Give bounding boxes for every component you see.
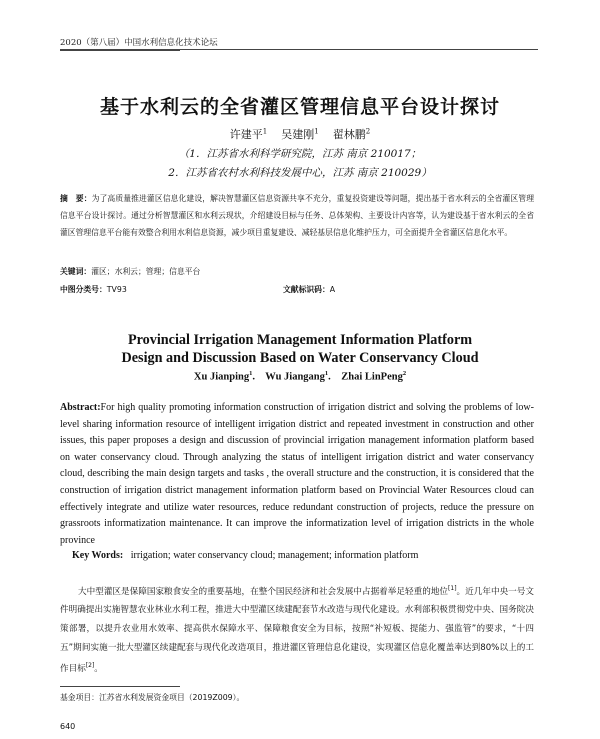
footnote-rule [60, 686, 180, 687]
affiliation-cn-2: 2．江苏省农村水利科技发展中心，江苏 南京 210029） [168, 167, 432, 179]
doc-code-value: A [329, 285, 336, 294]
document-code [283, 284, 335, 295]
author-cn-2: 吴建刚 [281, 128, 315, 141]
footnote-funding: 基金项目：江苏省水利发展资金项目（2019Z009）。 [60, 693, 245, 702]
authors-cn [0, 126, 600, 142]
affiliation-cn-1: （1．江苏省水利科学研究院，江苏 南京 210017； [178, 148, 422, 160]
page-number: 640 [60, 722, 76, 731]
abstract-cn [60, 190, 534, 241]
author-en-3-sup: 2 [402, 370, 407, 377]
title-en-line2: Design and Discussion Based on Water Conservancy Cloud [121, 350, 479, 366]
keywords-en [72, 550, 418, 561]
header-rule [60, 49, 538, 50]
title-cn: 基于水利云的全省灌区管理信息平台设计探讨 [99, 96, 500, 118]
classification-value: TV93 [106, 285, 127, 294]
body-text-part1: 大中型灌区是保障国家粮食安全的重要基地，在整个国民经济和社会发展中占据着举足轻重的地位 [78, 586, 449, 597]
running-header: 2020（第八届）中国水利信息化技术论坛 [60, 38, 218, 48]
abstract-cn-text: 为了高质量推进灌区信息化建设，解决智慧灌区信息资源共享不充分，重复投资建设等问题，提出基于省水利云的全省灌区管理信息平台设计探讨。通过分析智慧灌区和水利云现状，介绍建设目标与任务、总体架构、主要设计内容等，认为建设基于省水利云的全省灌区管理信息平台能有效整合利用水利信息资源，减少项目重复建设、减轻基层信息化维护压力，可全面提升全省灌区信息化水平。 [60, 194, 534, 237]
author-en-1: Xu Jianping [193, 371, 250, 383]
abstract-en-text: For high quality promoting information construction of irrigation district and solving the problems of low-level sharing information resource of intelligent irrigation district and repeated investment in construction and other issues, this paper proposes a design and discussion of provincial irrigation management information platform based on water conservancy cloud. Through analyzing the status of intelligent irrigation district and water conservancy cloud, describing the main design targets and tasks , the overall structure and the construction, it is considered that the construction of irrigation district management information platform based on Provincial Water Resources cloud can effectively integrate and utilize water resources, reduce redundant construction of projects, reduce the pressure on grassroots informatization maintenance. It can improve the informatization level of irrigation districts in the whole province [60, 402, 534, 546]
abstract-cn-label: 摘 要： [60, 194, 92, 203]
author-cn-3: 翟林鹏 [332, 128, 366, 141]
author-cn-1: 许建平 [229, 128, 263, 141]
keywords-cn-text: 灌区；水利云；管理；信息平台 [91, 267, 201, 276]
author-cn-1-sup: 1 [262, 127, 268, 136]
author-cn-3-sup: 2 [365, 127, 371, 136]
author-en-1-sup: 1 [249, 370, 253, 377]
classification-label: 中图分类号： [60, 285, 107, 294]
abstract-en [60, 400, 534, 549]
citation-ref-1: [1] [448, 585, 457, 592]
keywords-cn-label: 关键词： [60, 267, 92, 276]
doc-code-label: 文献标识码： [283, 285, 330, 294]
body-text-part2: 。近几年中央一号文件明确提出实施智慧农业林业水利工程，推进大中型灌区续建配套节水改造与现代化建设。水利部积极贯彻党中央、国务院决策部署，以提升农业用水效率、提高供水保障水平、保障粮食安全为目标，按照“补短板、提能力、强监管”的要求，“十四五”期间实施一批大型灌区续建配套与现代化改造项目，推进灌区管理信息化建设，实现灌区信息化覆盖率达到80%以上的工作目标 [60, 586, 534, 675]
citation-ref-2: [2] [85, 662, 95, 670]
body-text-part3: 。 [94, 664, 103, 675]
keywords-cn [60, 266, 200, 277]
keywords-en-text: irrigation; water conservancy cloud; management; information platform [130, 550, 419, 561]
classification-number [60, 284, 127, 295]
author-en-3: Zhai LinPeng [341, 371, 403, 383]
body-paragraph-1 [60, 580, 534, 679]
keywords-en-label: Key Words: [72, 550, 124, 561]
author-en-2: Wu Jiangang [265, 371, 325, 383]
title-en-line1: Provincial Irrigation Management Information Platform [127, 332, 473, 348]
author-en-2-sup: 1 [324, 370, 329, 377]
abstract-en-label: Abstract: [60, 402, 101, 413]
author-cn-2-sup: 1 [314, 127, 319, 136]
authors-en: Xu Jianping$^1$. Wu Jiangang$^1$. Zhai LinPeng$^2$ [193, 370, 407, 383]
